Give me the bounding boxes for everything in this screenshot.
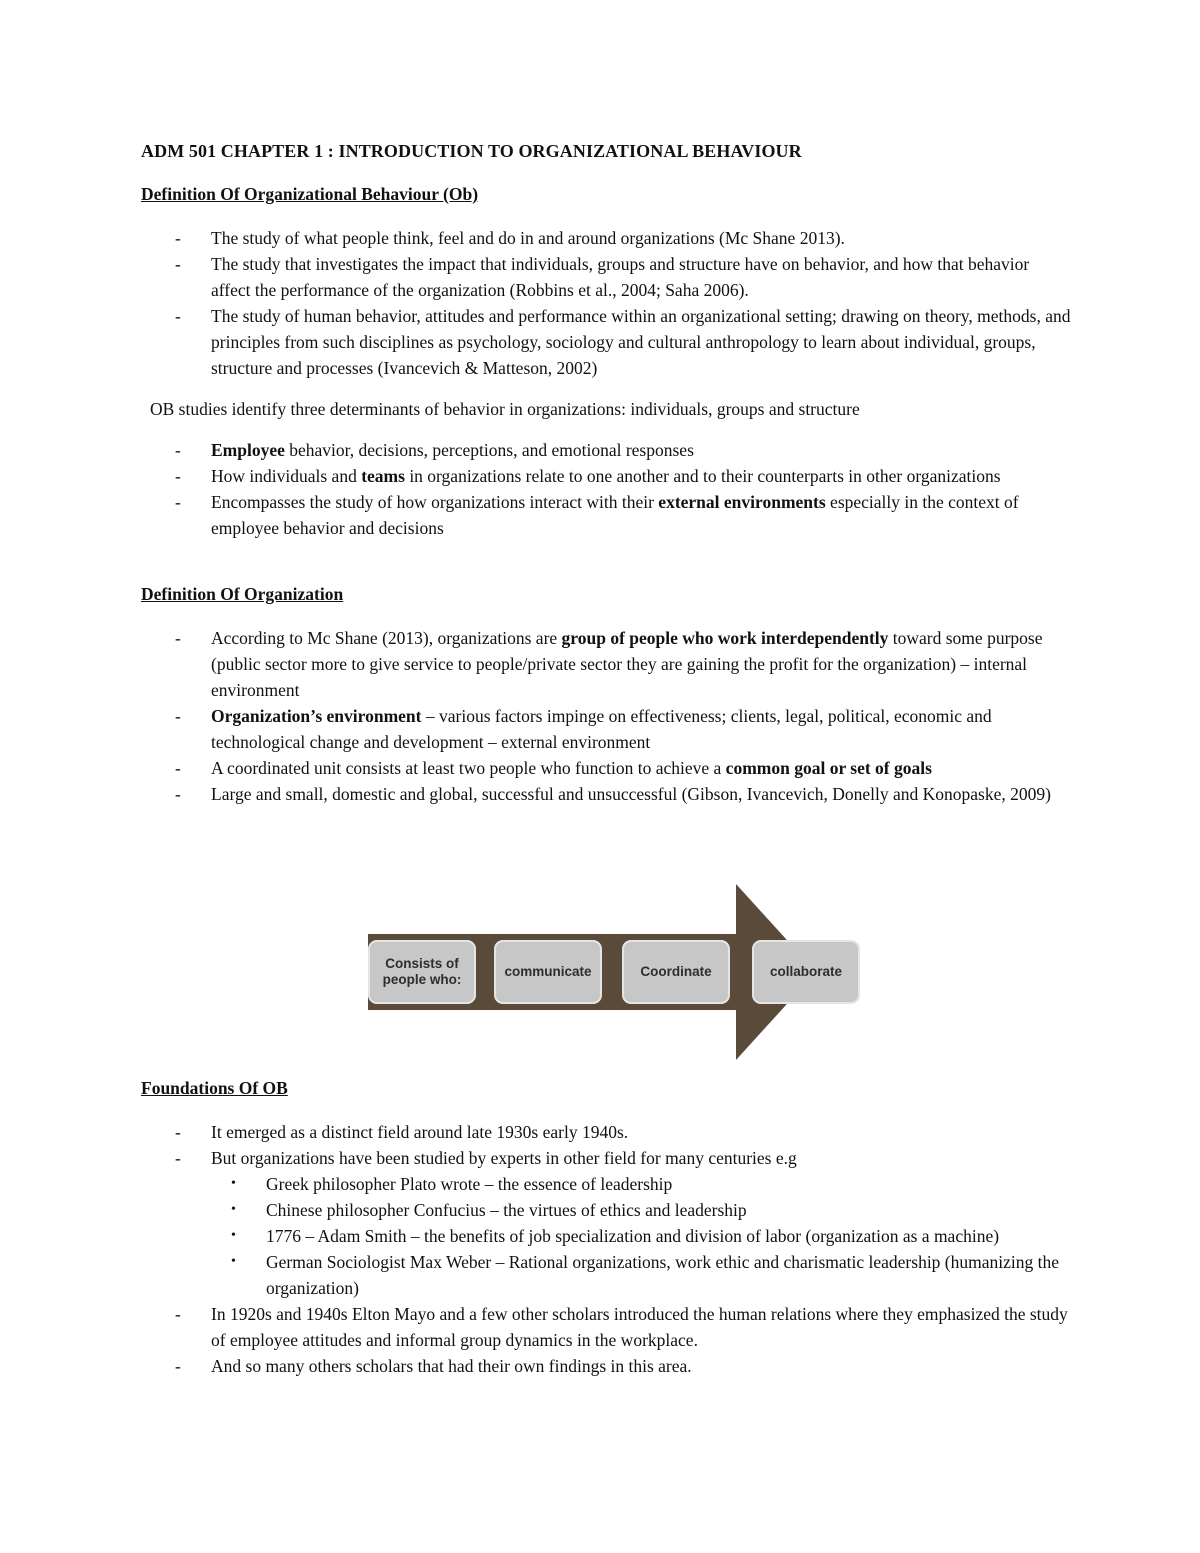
list-item: - Organization’s environment – various factors impinge on effectiveness; clients, legal, political, economic and technological change and development – external environment (175, 706, 992, 752)
determinants-intro: OB studies identify three determinants of behavior in organizations: individuals, groups and structure (150, 399, 860, 419)
list-item: - According to Mc Shane (2013), organizations are group of people who work interdependently toward some purpose (public sector more to give service to people/private sector they are gaining the profit for the organization) – internal environment (175, 628, 1043, 700)
foundations-list (141, 1119, 1071, 1379)
sub-list-item: • 1776 – Adam Smith – the benefits of job specialization and division of labor (organization as a machine) (211, 1223, 1071, 1249)
list-item: - Encompasses the study of how organizations interact with their external environments especially in the context of employee behavior and decisions (175, 492, 1019, 538)
sub-list-item: • Greek philosopher Plato wrote – the essence of leadership (211, 1171, 1071, 1197)
sub-list-item: • German Sociologist Max Weber – Rational organizations, work ethic and charismatic leadership (humanizing the organization) (211, 1249, 1071, 1301)
heading-foundations: Foundations Of OB (141, 1078, 288, 1098)
diagram-box-communicate: communicate (494, 940, 602, 1004)
list-item: - Large and small, domestic and global, successful and unsuccessful (Gibson, Ivancevich, Donelly and Konopaske, 2009) (175, 784, 1051, 804)
list-item: - The study that investigates the impact that individuals, groups and structure have on behavior, and how that behavior affect the performance of the organization (Robbins et al., 2004; Saha 2006). (175, 254, 1030, 300)
bullet-icon: • (231, 1176, 236, 1191)
bullet-icon: • (231, 1254, 236, 1269)
definition-org-list (141, 625, 1071, 807)
diagram-box-coordinate: Coordinate (622, 940, 730, 1004)
bullet-icon: • (231, 1228, 236, 1243)
list-item: - The study of human behavior, attitudes and performance within an organizational setting; drawing on theory, methods, and principles from such disciplines as psychology, sociology and cultural anthropology to learn about individual, groups, structure and processes (Ivancevich & Matteson, 2002) (175, 306, 1071, 378)
list-item: - And so many others scholars that had their own findings in this area. (175, 1356, 692, 1376)
heading-definition-organization: Definition Of Organization (141, 584, 344, 604)
list-item: - Employee behavior, decisions, perceptions, and emotional responses (175, 440, 694, 460)
diagram-box-collaborate: collaborate (752, 940, 860, 1004)
determinants-list (141, 437, 1071, 541)
list-item: - How individuals and teams in organizations relate to one another and to their counterparts in other organizations (175, 466, 1001, 486)
list-item: - But organizations have been studied by experts in other field for many centuries e.g • Greek philosopher Plato wrote – the essence of leadership • Chinese philosopher Confucius – the virtues of ethics and leadership • 1776 – Adam Smith – the benefits of job specialization and division of labor (organization as a machine) • German Sociologist Max Weber – Rational organizations, work ethic and charismatic leadership (humanizing the organization) (141, 1145, 1071, 1301)
document-title: ADM 501 CHAPTER 1 : INTRODUCTION TO ORGANIZATIONAL BEHAVIOUR (141, 141, 802, 161)
heading-definition-ob: Definition Of Organizational Behaviour (Ob) (141, 184, 479, 204)
list-item: - It emerged as a distinct field around late 1930s early 1940s. (175, 1122, 629, 1142)
foundations-sublist (211, 1171, 1071, 1301)
definition-ob-list (141, 225, 1071, 381)
list-item: - A coordinated unit consists at least two people who function to achieve a common goal or set of goals (175, 758, 932, 778)
list-item: - In 1920s and 1940s Elton Mayo and a few other scholars introduced the human relations where they emphasized the study of employee attitudes and informal group dynamics in the workplace. (175, 1304, 1068, 1350)
list-item: - The study of what people think, feel and do in and around organizations (Mc Shane 2013). (175, 228, 845, 248)
bullet-icon: • (231, 1202, 236, 1217)
sub-list-item: • Chinese philosopher Confucius – the virtues of ethics and leadership (211, 1197, 1071, 1223)
diagram-box-consists: Consists of people who: (368, 940, 476, 1004)
